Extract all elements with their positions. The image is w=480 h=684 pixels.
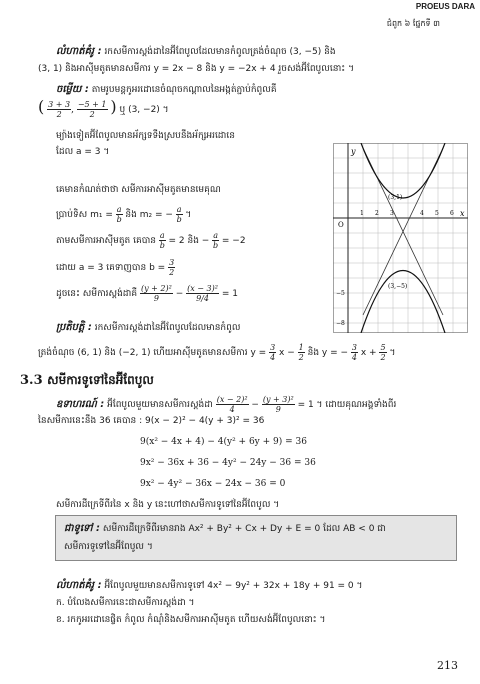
y-tick: −5 (336, 290, 345, 297)
y-axis-label: y (351, 147, 356, 156)
y-tick: −8 (336, 320, 345, 327)
expansion-step: 9x² − 36x + 36 − 4y² − 24y − 36 = 36 (140, 458, 316, 468)
fraction: $\frac{3 + 3}{2}$ (48, 100, 71, 119)
brand-watermark: PROEUS DARA (415, 2, 475, 11)
definition-label: ជាទូទៅ : (64, 523, 101, 534)
x-tick: 1 (360, 210, 364, 217)
example-3-item-a: ក. បំលែងសមីការនេះជាសមីការស្តង់ដា ។ (56, 598, 195, 608)
intro-line-2: នៃសមីការនេះនឹង 36 គេបាន : 9(x − 2)² − 4(y + 3)² = 36 (38, 416, 265, 426)
standard-equation: ដូចនេះ សមីការស្តង់ដាគឺ $\frac{\text{(y + 2)²}}{9}$ − $\frac{\text{(x − 3)²}}{9/4}$ = 1 (56, 284, 238, 303)
definition-line-1: ជាទូទៅ : សមីការដឺក្រេទីពីរមានរាង Ax² + By² + Cx + Dy + E = 0 ដែល AB < 0 ជា (64, 523, 386, 534)
intro-label: ឧទាហរណ៍ : (56, 399, 105, 410)
page-number: 213 (437, 659, 458, 672)
expansion-step: 9(x² − 4x + 4) − 4(y² + 6y + 9) = 36 (140, 437, 307, 447)
lower-branch (361, 271, 445, 334)
practice-label: ប្រតិបត្តិ : (56, 322, 92, 333)
definition-box (55, 515, 457, 561)
solution-line-7: ដោយ a = 3 គេទាញបាន b = $\frac{3}{2}$ (56, 258, 175, 277)
section-heading (20, 372, 154, 390)
solution-line-1 (56, 84, 277, 96)
solution-line-4: គេមានកំណត់ថាថា សមីការអាស៊ីមតូតមានមេគុណ (56, 185, 221, 195)
conclusion: សមីការដឺក្រេទីពីរនៃ x និង y នេះហៅថាសមីការទូទៅនៃអ៊ីពែបូល ។ (56, 500, 280, 510)
section-title: សមីការទូទៅនៃអ៊ីពែបូល (47, 373, 154, 387)
midpoint-formula: ( $\frac{3 + 3}{2}$ , $\frac{-5 + 1}{2}$ ) ឬ (3, −2) ។ (38, 97, 169, 119)
example-3-line-1: លំហាត់គំរូ : អ៊ីពែបូលមួយមានសមីការទូទៅ 4x² − 9y² + 32x + 18y + 91 = 0 ។ (56, 580, 363, 591)
example-label: លំហាត់គំរូ : (56, 580, 102, 591)
example-1-line-2 (38, 63, 354, 75)
x-tick: 4 (420, 210, 424, 217)
practice-line-2: ត្រង់ចំណុច (6, 1) និង (−2, 1) ហើយអាស៊ីមតូតមានសមីការ y = $\frac{3}{4}$ x − $\frac{1}{2}$ និង y = − $\frac{3}{4}$ x + $\frac{5}{2}$ ។ (38, 343, 396, 362)
center-result: ឬ (3, −2) ។ (119, 105, 169, 115)
upper-branch (361, 143, 445, 198)
example-1-line-1 (56, 46, 336, 58)
solution-line-3: ដែល a = 3 ។ (56, 147, 110, 157)
origin-label: O (338, 221, 344, 229)
practice-line-1: ប្រតិបត្តិ : រកសមីការស្តង់ដានៃអ៊ីពែបូលដែលមានកំពូល (56, 322, 241, 333)
x-tick: 2 (375, 210, 379, 217)
x-tick: 3 (390, 210, 394, 217)
example-text: រកសមីការស្តង់ដានៃអ៊ីពែបូលដែលមានកំពូលត្រង់ចំណុច (3, −5) និង (104, 47, 336, 57)
solution-line-6: តាមសមីការអាស៊ីមតូត គេបាន $\frac{a}{b}$ = 2 និង − $\frac{a}{b}$ = −2 (56, 231, 246, 250)
running-head: ជំពូក ៦ ផ្នែកទី ៣ (386, 19, 440, 28)
section-number: 3.3 (20, 373, 43, 388)
solution-line-5: ប្រាប់ទិស m₁ = $\frac{a}{b}$ និង m₂ = − $\frac{a}{b}$ ។ (56, 205, 192, 224)
x-tick: 6 (450, 210, 454, 217)
example-3-item-b: ខ. រកកូអរដោនេផ្ចិត កំពូល កំណុំនិងសមីការអាស៊ីមតូត ហើយសង់អ៊ីពែបូលនោះ ។ (56, 615, 326, 625)
vertex-top-label: (3,1) (388, 194, 403, 201)
example-label: លំហាត់គំរូ : (56, 46, 102, 57)
fraction: $\frac{-5 + 1}{2}$ (77, 100, 107, 119)
hyperbola-graph (333, 143, 468, 333)
intro-line-1: ឧទាហរណ៍ : អ៊ីពែបូលមួយមានសមីការស្តង់ដា $\frac{\text{(x − 2)²}}{4}$ − $\frac{\text{(y + 3)²}}{9}$ = 1 ។ ដោយគុណអង្គទាំងពីរ (56, 395, 397, 414)
expansion-step: 9x² − 4y² − 36x − 24x − 36 = 0 (140, 479, 286, 489)
definition-line-2: សមីការទូទៅនៃអ៊ីពែបូល ។ (64, 542, 153, 552)
solution-text: តាមរូបមន្តកូអរដោនេចំណុចកណ្តាលនៃអង្កត់ភ្ជាប់កំពូលគឺ (91, 85, 277, 95)
example-text: (3, 1) និងអាស៊ីមតូតមានសមីការ y = 2x − 8 និង y = −2x + 4 រួចសង់អ៊ីពែបូលនោះ ។ (38, 64, 355, 74)
solution-line-2: ម្យ៉ាងទៀតអ៊ីពែបូលមានអ័ក្សទទឹងស្របនឹងអ័ក្សអរដោនេ (56, 131, 235, 141)
vertex-bottom-label: (3,−5) (388, 283, 408, 290)
x-axis-label: x (460, 209, 465, 218)
solution-label: ចម្លើយ : (56, 84, 89, 95)
x-tick: 5 (435, 210, 439, 217)
